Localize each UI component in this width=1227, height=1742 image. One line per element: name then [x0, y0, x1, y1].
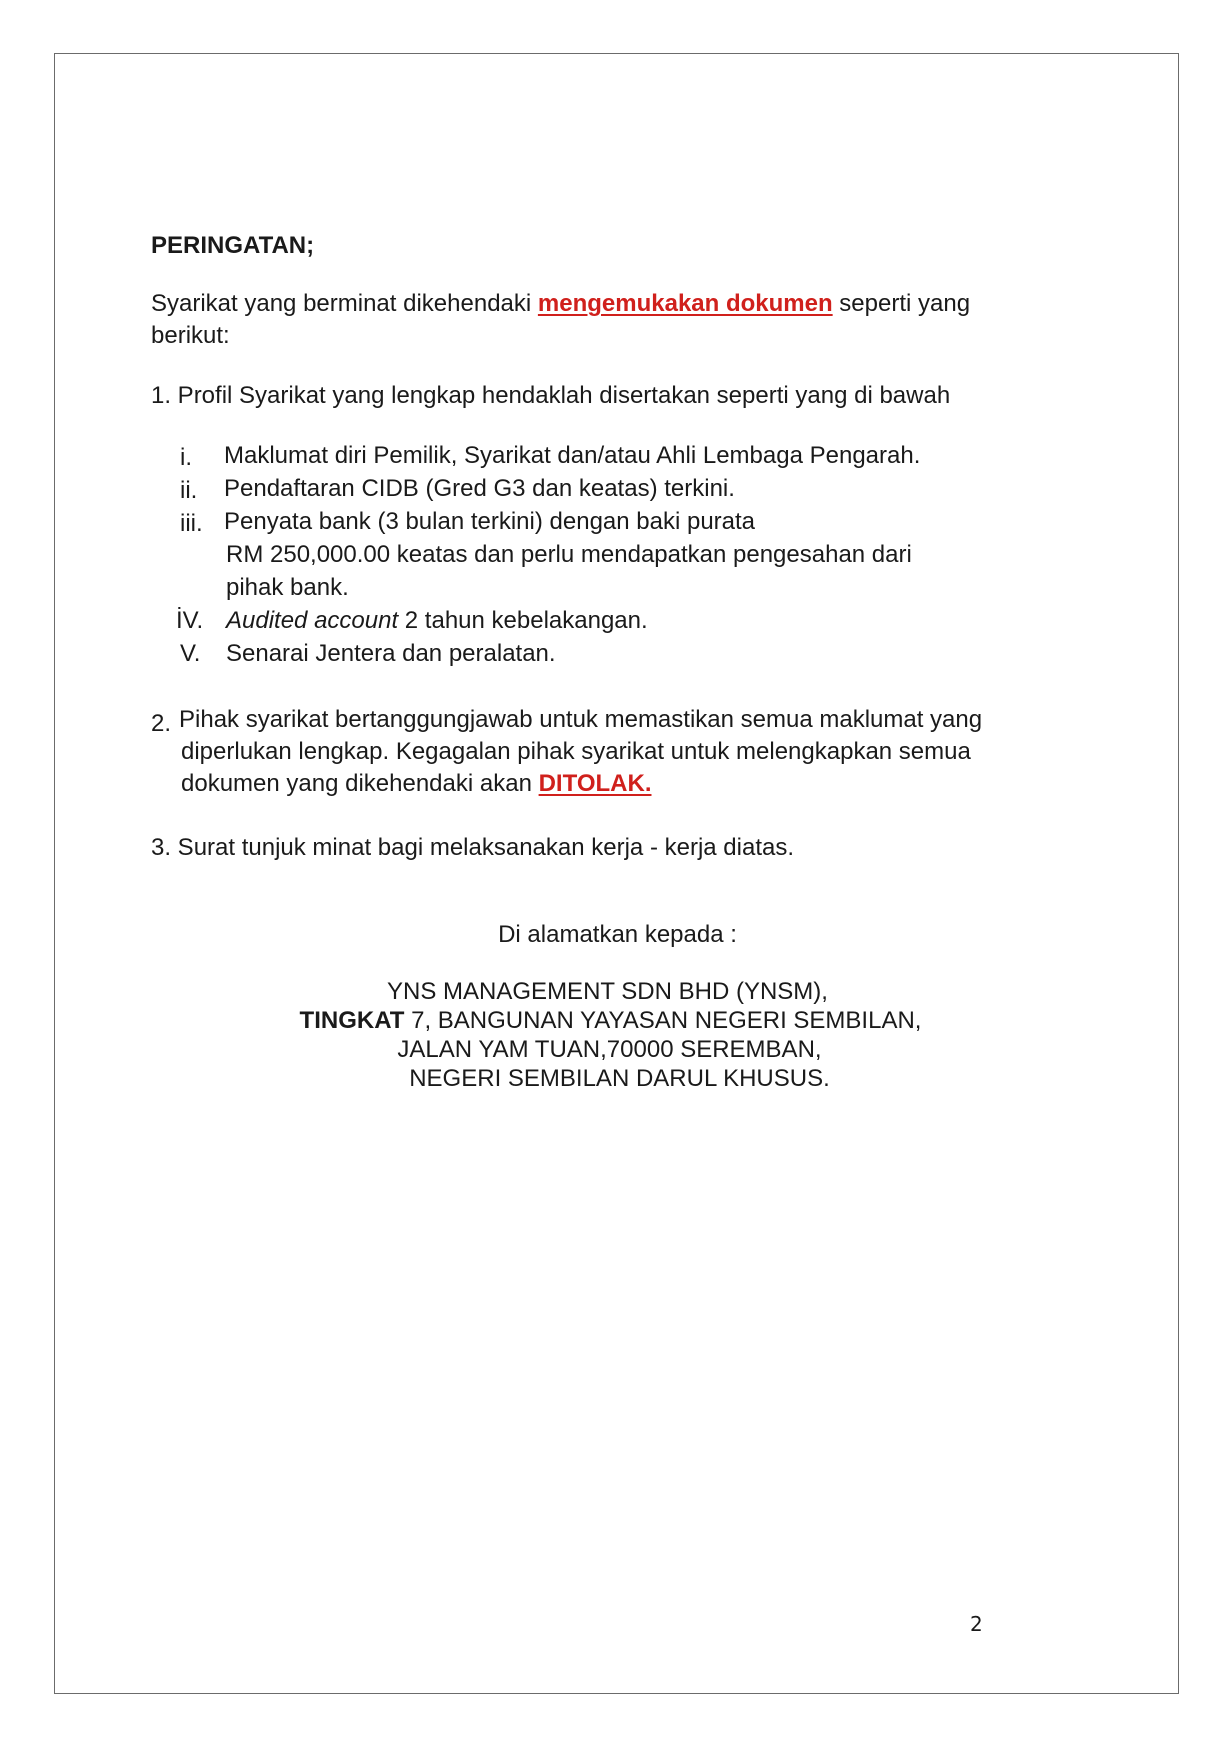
subitem-text: Senarai Jentera dan peralatan.	[226, 640, 556, 667]
subitem-italic-text: Audited account	[226, 607, 399, 634]
address-line-2-bold: TINGKAT	[299, 1007, 405, 1034]
subitem-text	[226, 605, 648, 637]
address-line-3: JALAN YAM TUAN,70000 SEREMBAN,	[397, 1036, 822, 1063]
intro-line-1	[151, 288, 970, 320]
subitem-text: Maklumat diri Pemilik, Syarikat dan/atau Ahli Lembaga Pengarah.	[224, 442, 921, 469]
subitem-continuation: RM 250,000.00 keatas dan perlu mendapatkan pengesahan dari	[226, 541, 912, 568]
address-line-2-rest: 7, BANGUNAN YAYASAN NEGERI SEMBILAN,	[404, 1007, 922, 1034]
subitem-continuation: pihak bank.	[226, 574, 349, 601]
intro-line-2: berikut:	[151, 322, 230, 349]
intro-text-before: Syarikat yang berminat dikehendaki	[151, 290, 538, 317]
intro-highlight: mengemukakan dokumen	[537, 290, 833, 317]
item-1-title: 1. Profil Syarikat yang lengkap hendaklah disertakan seperti yang di bawah	[151, 382, 951, 409]
subitem-marker: İV.	[176, 607, 204, 634]
warning-heading: PERINGATAN;	[151, 232, 315, 259]
subitem-text: Pendaftaran CIDB (Gred G3 dan keatas) terkini.	[224, 475, 735, 502]
subitem-rest-text: 2 tahun kebelakangan.	[398, 607, 648, 634]
subitem-marker: i.	[180, 444, 192, 471]
item-2-line-2: diperlukan lengkap. Kegagalan pihak syarikat untuk melengkapkan semua	[181, 738, 971, 765]
page-number: 2	[970, 1612, 983, 1636]
subitem-marker: iii.	[180, 510, 203, 537]
subitem-marker: V.	[180, 640, 201, 667]
subitem-marker: ii.	[180, 477, 198, 504]
intro-text-after: seperti yang	[832, 290, 971, 317]
address-label: Di alamatkan kepada :	[498, 921, 737, 948]
item-2-text: dokumen yang dikehendaki akan	[181, 770, 539, 797]
item-2-line-3	[181, 768, 651, 800]
address-line-2	[0, 1006, 1224, 1035]
address-line-1: YNS MANAGEMENT SDN BHD (YNSM),	[387, 978, 828, 1005]
item-3: 3. Surat tunjuk minat bagi melaksanakan kerja - kerja diatas.	[151, 834, 794, 861]
subitem-text: Penyata bank (3 bulan terkini) dengan baki purata	[224, 508, 756, 535]
item-2-number: 2.	[151, 710, 172, 737]
item-2-line-1: Pihak syarikat bertanggungjawab untuk memastikan semua maklumat yang	[179, 706, 983, 733]
rejected-highlight: DITOLAK.	[538, 770, 652, 797]
address-line-4: NEGERI SEMBILAN DARUL KHUSUS.	[409, 1065, 830, 1092]
